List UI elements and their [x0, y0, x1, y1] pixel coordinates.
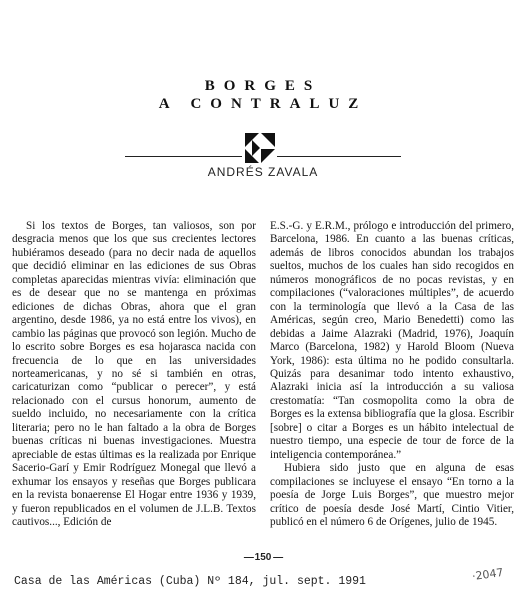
divider-left	[125, 156, 242, 157]
author-name: ANDRÉS ZAVALA	[207, 165, 319, 179]
page-number: — 150 —	[243, 552, 283, 563]
page-number-value: 150	[254, 552, 272, 563]
divider-right	[277, 156, 401, 157]
title-line-2: A CONTRALUZ	[158, 96, 368, 112]
title-line-1: BORGES	[204, 78, 322, 94]
body-paragraph: E.S.-G. y E.R.M., prólogo e introducción del primero, Barcelona, 1986. En cuanto a las buenas críticas, además de libros conocidos abundan los trabajos sueltos, muchos de los cuales han sido recogidos en números monográficos de no pocas revistas, y en compilaciones (“valoraciones múltiples”, de acuerdo con la terminología que llevó a la Casa de las Américas, según creo, Mario Benedetti) como las debidas a Jaime Alazraki (Madrid, 1976), Joaquín Marco (Barcelona, 1982) y Harold Bloom (Nueva York, 1986): esta última no he podido consultarla. Quizás para desanimar todo intento exhaustivo, Alazraki inicia así la introducción a su valiosa crestomatía: “Tan cosmopolita como la obra de Borges es la extensa bibliografía que la glosa. Escribir [sobre] o citar a Borges es un hábito intelectual de nuestro tiempo, una especie de tour de force de la inteligencia contemporánea.”	[270, 220, 514, 461]
footer-citation: Casa de las Américas (Cuba) Nº 184, jul. sept. 1991	[14, 575, 366, 588]
handwritten-note: ·2047	[471, 565, 505, 584]
body-paragraph: Si los textos de Borges, tan valiosos, son por desgracia menos que los que sus crecientes lectores hubiéramos deseado (para no decir nada de aquellos que decidió eliminar en las ediciones de sus Obras completas aparecidas mientras vivía: eliminación que es de desear que no se mantenga en próximas ediciones de dichas Obras, ahora que el gran argentino, desde 1986, ya no está entre los vivos), en cambio las páginas que provocó son legión. Mucho de lo escrito sobre Borges es esa hojarasca nacida con frecuencia de lo que en las universidades norteamericanas, y no sé si también en otras, caricaturizan como “publicar o perecer”, y está relacionado con el cursus honorum, aumento de sueldo incluido, no necesariamente con la crítica literaria; pero no le han faltado a la obra de Borges buenas críticas ni buenas investigaciones. Muestra apreciable de estas últimas es la realizada por Enrique Sacerio-Garí y Emir Rodríguez Monegal que llevó a exhumar los ensayos y reseñas que Borges publicara en la revista bonaerense El Hogar entre 1936 y 1939, y fueron republicados en el volumen de J.L.B. Textos cautivos..., Edición de	[12, 220, 256, 528]
text-column-right	[270, 220, 514, 529]
publisher-logo-icon	[243, 131, 277, 165]
text-column-left	[12, 220, 256, 529]
body-paragraph: Hubiera sido justo que en alguna de esas compilaciones se incluyese el ensayo “En torno a la poesía de Jorge Luis Borges”, que muestro mejor crítico de poesía desde José Martí, Cintio Vitier, publicó en el número 6 de Orígenes, julio de 1945.	[270, 462, 514, 528]
